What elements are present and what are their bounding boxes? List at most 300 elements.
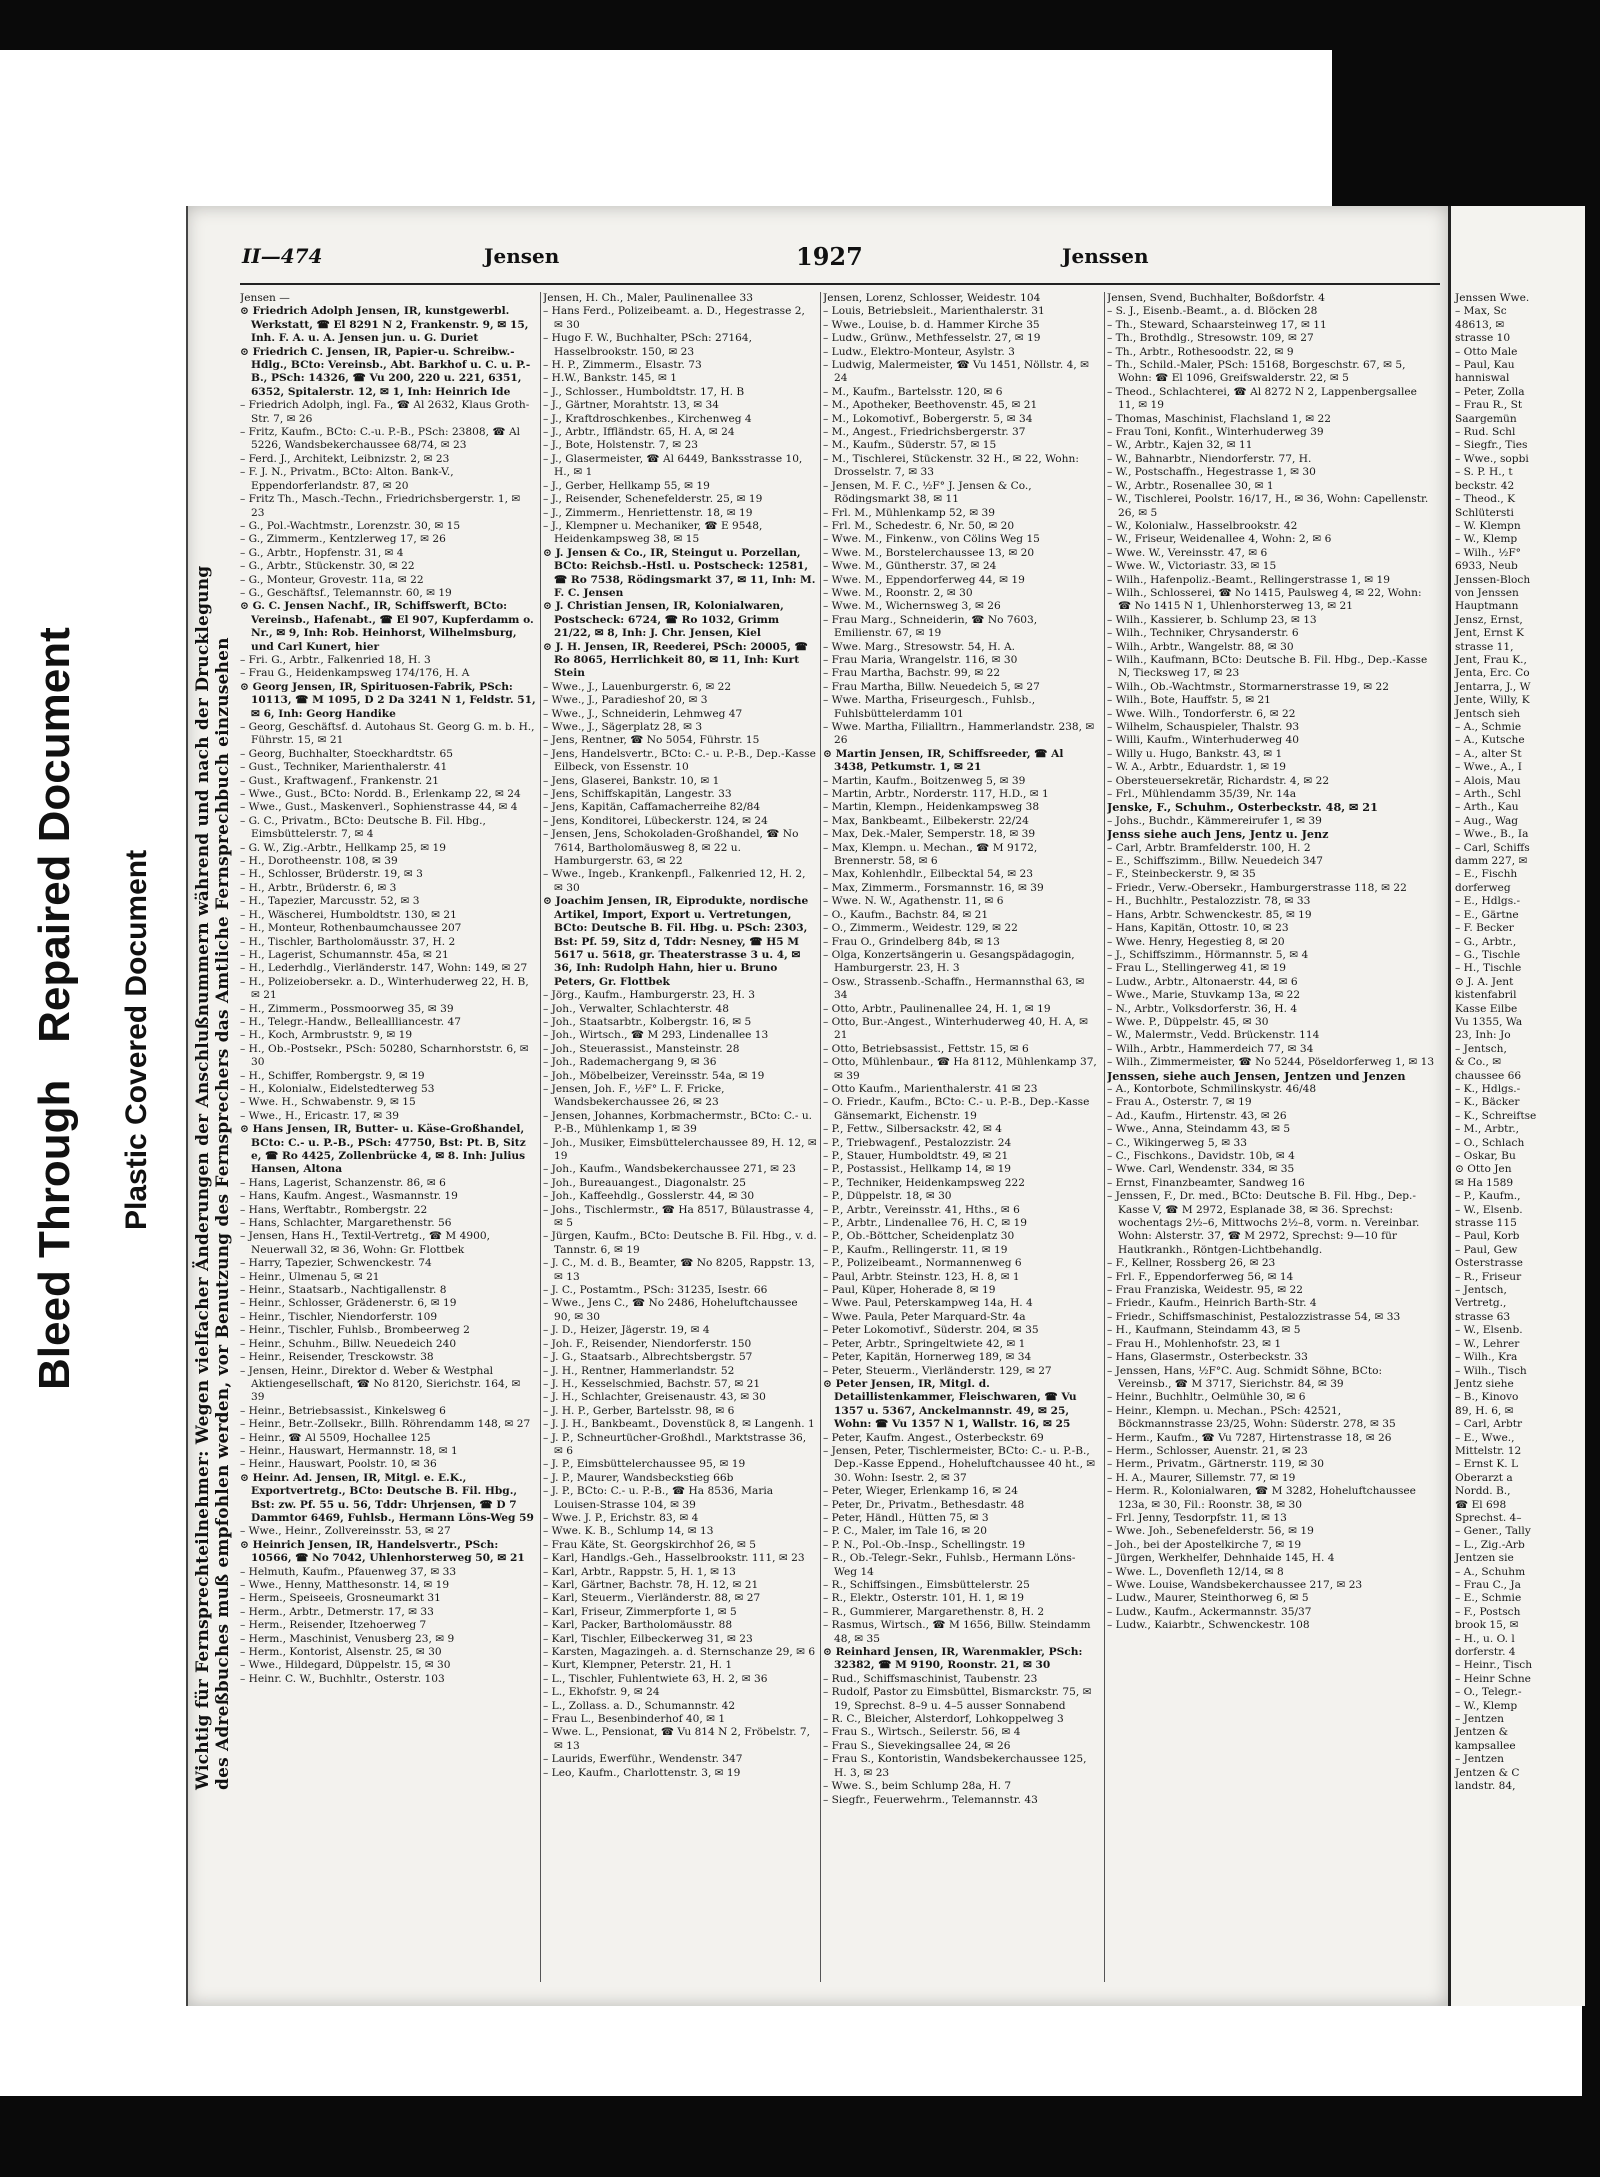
fragment-line: beckstr. 42: [1455, 479, 1515, 492]
directory-entry: – W., Friseur, Weidenallee 4, Wohn: 2, ✉ 6: [1107, 533, 1332, 546]
directory-entry: – Ludwig, Malermeister, ☎ Vu 1451, Nöllstr. 4, ✉ 24: [823, 359, 1089, 385]
directory-entry: – Frau S., Kontoristin, Wandsbekerchaussee 125, H. 3, ✉ 23: [823, 1753, 1087, 1779]
directory-entry: – Carl, Arbtr. Bramfelderstr. 100, H. 2: [1107, 841, 1311, 854]
fragment-line: – W. Klempn: [1455, 519, 1521, 532]
fragment-line: strasse 11,: [1455, 640, 1514, 653]
directory-entry: – Wwe., Hildegard, Düppelstr. 15, ✉ 30: [240, 1659, 451, 1672]
directory-entry: – Wwe. Marg., Stresowstr. 54, H. A.: [823, 640, 1016, 653]
directory-entry: – Jens, Schiffskapitän, Langestr. 33: [543, 788, 732, 801]
fragment-line: – Arth., Schl: [1455, 788, 1521, 801]
fragment-line: – W., Elsenb.: [1455, 1324, 1523, 1337]
directory-entry: – H.W., Bankstr. 145, ✉ 1: [543, 372, 678, 385]
header-rule: [240, 283, 1440, 285]
directory-entry: – Jörg., Kaufm., Hamburgerstr. 23, H. 3: [543, 989, 755, 1002]
directory-entry: – Joh., Kaufm., Wandsbekerchaussee 271, ✉ 23: [543, 1163, 796, 1176]
directory-entry: – Herm., Reisender, Itzehoerweg 7: [240, 1619, 427, 1632]
fragment-line: – Carl, Arbtr: [1455, 1418, 1523, 1431]
directory-entry: – H., Kolonialw., Eidelstedterweg 53: [240, 1082, 435, 1095]
directory-entry: – Wwe. L., Dovenfleth 12/14, ✉ 8: [1107, 1565, 1284, 1578]
directory-entry: – Peter, Händl., Hütten 75, ✉ 3: [823, 1511, 989, 1524]
directory-entry: – Friedr., Verw.-Obersekr., Hamburgerstrasse 118, ✉ 22: [1107, 881, 1407, 894]
fragment-line: – Paul, Korb: [1455, 1230, 1520, 1243]
directory-entry: ⊙ Friedrich Adolph Jensen, IR, kunstgewerbl. Werkstatt, ☎ El 8291 N 2, Frankenstr. 9, ✉ 15, Inh. F. A. u. A. Jensen jun. u. G. Duriet: [240, 305, 529, 345]
directory-entry: – Fritz, Kaufm., BCto: C.-u. P.-B., PSch: 23808, ☎ Al 5226, Wandsbekerchaussee 68/74, ✉ 23: [240, 426, 520, 452]
directory-entry: – J. C., M. d. B., Beamter, ☎ No 8205, Rappstr. 13, ✉ 13: [543, 1257, 815, 1283]
fragment-line: – E., Hdlgs.-: [1455, 895, 1521, 908]
directory-entry: – Hans, Schlachter, Margarethenstr. 56: [240, 1217, 452, 1230]
directory-entry: – Th., Schild.-Maler, PSch: 15168, Borgeschstr. 67, ✉ 5, Wohn: ☎ El 1096, Greifswalderstr. 22, ✉ 5: [1107, 359, 1406, 385]
directory-entry: Jensen, Svend, Buchhalter, Boßdorfstr. 4: [1107, 292, 1325, 304]
directory-entry: – H. A., Maurer, Sillemstr. 77, ✉ 19: [1107, 1471, 1296, 1484]
directory-entry: – G. C., Privatm., BCto: Deutsche B. Fil. Hbg., Eimsbüttelerstr. 7, ✉ 4: [240, 814, 486, 841]
directory-entry: – W., Kolonialw., Hasselbrookstr. 42: [1107, 519, 1298, 532]
fragment-line: Jentz siehe: [1455, 1377, 1514, 1390]
fragment-line: – Jentzen: [1455, 1753, 1504, 1766]
fragment-line: Mittelstr. 12: [1455, 1444, 1522, 1457]
fragment-line: – Wwe., sopbi: [1455, 452, 1529, 465]
directory-entry: – Wilh., Zimmermeister, ☎ No 5244, Pöseldorferweg 1, ✉ 13: [1107, 1056, 1435, 1069]
directory-entry: – H. P., Zimmerm., Elsastr. 73: [543, 359, 702, 372]
directory-entry: – Georg, Geschäftsf. d. Autohaus St. Georg G. m. b. H., Führstr. 15, ✉ 21: [240, 721, 535, 747]
directory-entry: – Frau Toni, Konfit., Winterhuderweg 39: [1107, 426, 1324, 439]
directory-entry: – J., Glasermeister, ☎ Al 6449, Banksstrasse 10, H., ✉ 1: [543, 452, 803, 479]
directory-entry: – J. P., Eimsbüttelerchaussee 95, ✉ 19: [543, 1458, 746, 1471]
fragment-line: Jentsch sieh: [1455, 707, 1521, 720]
fragment-line: – L., Zig.-Arb: [1455, 1538, 1525, 1551]
header-year: 1927: [796, 242, 863, 271]
directory-entry: – Jens, Rentner, ☎ No 5054, Führstr. 15: [543, 734, 760, 747]
page-edge: [186, 206, 188, 2006]
directory-entry: – Joh. F., Reisender, Niendorferstr. 150: [543, 1337, 752, 1350]
directory-entry: – M., Angest., Friedrichsbergerstr. 37: [823, 426, 1026, 439]
directory-entry: – J. G., Staatsarb., Albrechtsbergstr. 57: [543, 1351, 753, 1364]
directory-entry: – Wwe. M., Eppendorferweg 44, ✉ 19: [823, 573, 1025, 586]
fragment-line: – H., u. O. l: [1455, 1632, 1515, 1645]
fragment-line: Vertretg.,: [1455, 1297, 1507, 1310]
directory-entry: – Herm., Privatm., Gärtnerstr. 119, ✉ 30: [1107, 1458, 1324, 1471]
directory-entry: – Ludw., Kaufm., Ackermannstr. 35/37: [1107, 1605, 1312, 1618]
directory-entry: – Max, Klempn. u. Mechan., ☎ M 9172, Brennerstr. 58, ✉ 6: [823, 841, 1038, 868]
column-divider: [820, 292, 821, 1982]
directory-entry: – S. J., Eisenb.-Beamt., a. d. Blöcken 28: [1107, 305, 1318, 318]
directory-entry: – Heinr. C. W., Buchhltr., Osterstr. 103: [240, 1672, 445, 1685]
directory-entry: – Fritz Th., Masch.-Techn., Friedrichsbergerstr. 1, ✉ 23: [240, 493, 521, 519]
directory-entry: – H., Dorotheenstr. 108, ✉ 39: [240, 855, 398, 868]
directory-entry: – Wilh., Kaufmann, BCto: Deutsche B. Fil. Hbg., Dep.-Kasse N, Tiecksweg 17, ✉ 23: [1107, 653, 1428, 680]
directory-entry: ⊙ J. H. Jensen, IR, Reederei, PSch: 20005, ☎ Ro 8065, Herrlichkeit 80, ✉ 11, Inh: Kurt Stein: [543, 640, 808, 680]
directory-entry: – J., Bote, Holstenstr. 7, ✉ 23: [543, 439, 698, 452]
directory-entry: – M., Lokomotivf., Bobergerstr. 5, ✉ 34: [823, 412, 1033, 425]
fragment-line: – Rud. Schl: [1455, 426, 1516, 439]
directory-entry: – G., Arbtr., Stückenstr. 30, ✉ 22: [240, 560, 415, 573]
directory-entry: – G., Geschäftsf., Telemannstr. 60, ✉ 19: [240, 586, 452, 599]
directory-entry: – Wwe. Martha, Friseurgesch., Fuhlsb., Fuhlsbüttelerdamm 101: [823, 694, 1036, 720]
directory-entry: – Rud., Schiffsmaschinist, Taubenstr. 23: [823, 1672, 1038, 1685]
directory-entry: – P., Polizeibeamt., Normannenweg 6: [823, 1257, 1022, 1270]
directory-entry: – Wilh., Kassierer, b. Schlump 23, ✉ 13: [1107, 613, 1317, 626]
directory-entry: – Frau L., Besenbinderhof 40, ✉ 1: [543, 1713, 726, 1726]
directory-entry: – Johs., Buchdr., Kämmereirufer 1, ✉ 39: [1107, 814, 1322, 827]
fragment-line: – Jentzen: [1455, 1713, 1504, 1726]
directory-entry: – H., Schiffer, Rombergstr. 9, ✉ 19: [240, 1069, 425, 1082]
directory-entry: – Joh., Steuerassist., Mansteinstr. 28: [543, 1042, 740, 1055]
directory-entry: – W., Arbtr., Rosenallee 30, ✉ 1: [1107, 479, 1274, 492]
directory-entry: – Willi, Kaufm., Winterhuderweg 40: [1107, 734, 1300, 747]
directory-entry: – Rudolf, Pastor zu Eimsbüttel, Bismarckstr. 75, ✉ 19, Sprechst. 8–9 u. 4–5 ausser Sonnabend: [823, 1686, 1092, 1712]
directory-entry: – F., Steinbeckerstr. 9, ✉ 35: [1107, 868, 1256, 881]
fragment-line: Saargemün: [1455, 412, 1517, 425]
fragment-line: – Ernst K. L: [1455, 1458, 1519, 1471]
directory-entry: – Gust., Techniker, Marienthalerstr. 41: [240, 761, 448, 774]
fragment-line: Jenta, Erc. Co: [1455, 667, 1530, 680]
directory-entry: – J. H., Rentner, Hammerlandstr. 52: [543, 1364, 735, 1377]
directory-entry: – Jens, Handelsvertr., BCto: C.- u. P.-B., Dep.-Kasse Eilbeck, von Essenstr. 10: [543, 747, 816, 774]
directory-entry: – O., Zimmerm., Weidestr. 129, ✉ 22: [823, 922, 1018, 935]
directory-entry: – Leo, Kaufm., Charlottenstr. 3, ✉ 19: [543, 1766, 741, 1779]
directory-entry: – Th., Steward, Schaarsteinweg 17, ✉ 11: [1107, 318, 1327, 331]
directory-entry: – Joh., Staatsarbtr., Kolbergstr. 16, ✉ 5: [543, 1015, 752, 1028]
directory-entry: ⊙ Reinhard Jensen, IR, Warenmakler, PSch: 32382, ☎ M 9190, Roonstr. 21, ✉ 30: [823, 1646, 1083, 1672]
directory-entry: – J. P., Schneurtücher-Großhdl., Marktstrasse 36, ✉ 6: [543, 1431, 807, 1457]
directory-entry: – J. H., Schlachter, Greisenaustr. 43, ✉ 30: [543, 1391, 766, 1404]
directory-entry: – Ferd. J., Architekt, Leibnizstr. 2, ✉ 23: [240, 452, 450, 465]
directory-entry: – Wwe. P., Düppelstr. 45, ✉ 30: [1107, 1015, 1269, 1028]
directory-entry: – Martin, Kaufm., Boitzenweg 5, ✉ 39: [823, 774, 1026, 787]
directory-entry: – H., Buchhltr., Pestalozzistr. 78, ✉ 33: [1107, 895, 1311, 908]
directory-entry: – Peter, Steuerm., Vierländerstr. 129, ✉ 27: [823, 1364, 1052, 1377]
fragment-spacer: [1451, 206, 1585, 292]
fragment-line: – O., Schlach: [1455, 1136, 1525, 1149]
fragment-line: – Wilh., Kra: [1455, 1351, 1518, 1364]
directory-entry: – Frau Martha, Billw. Neuedeich 5, ✉ 27: [823, 680, 1040, 693]
fragment-line: – Carl, Schiffs: [1455, 841, 1530, 854]
directory-entry: ⊙ Heinr. Ad. Jensen, IR, Mitgl. e. E.K., Exportvertretg., BCto: Deutsche B. Fil. Hbg., Bst: zw. Pf. 55 u. 56, Tddr: Uhrjensen, ☎ D 7 Dammtor 6469, Fuhlsb., Hermann Löns-Weg 59: [240, 1471, 534, 1524]
directory-entry: – J., Arbtr., Iffländstr. 65, H. A, ✉ 24: [543, 426, 735, 439]
directory-entry: – Herm., Arbtr., Detmerstr. 17, ✉ 33: [240, 1605, 434, 1618]
directory-entry: – Ad., Kaufm., Hirtenstr. 43, ✉ 26: [1107, 1109, 1287, 1122]
directory-entry: – P., Arbtr., Vereinsstr. 41, Hths., ✉ 6: [823, 1203, 1020, 1216]
directory-entry: – Karl, Friseur, Zimmerpforte 1, ✉ 5: [543, 1605, 737, 1618]
fragment-line: Kasse Eilbe: [1455, 1002, 1518, 1015]
directory-entry: – Herm., Kaufm., ☎ Vu 7287, Hirtenstrasse 18, ✉ 26: [1107, 1431, 1392, 1444]
directory-entry: – Wwe., J., Lauenburgerstr. 6, ✉ 22: [543, 680, 732, 693]
directory-entry: – J., Schlosser., Humboldtstr. 17, H. B: [543, 385, 745, 398]
directory-entry: – R., Gummierer, Margarethenstr. 8, H. 2: [823, 1605, 1045, 1618]
directory-entry: – Willy u. Hugo, Bankstr. 43, ✉ 1: [1107, 747, 1283, 760]
directory-entry: – Peter, Kapitän, Hornerweg 189, ✉ 34: [823, 1351, 1032, 1364]
directory-entry: – Jensen, Peter, Tischlermeister, BCto: C.- u. P.-B., Dep.-Kasse Eppend., Hoheluftchaussee 40 ht., ✉ 30. Wohn: Isestr. 2, ✉ 37: [823, 1444, 1096, 1484]
directory-entry: – Ludw., Kaiarbtr., Schwenckestr. 108: [1107, 1619, 1310, 1632]
directory-entry: – Otto, Bur.-Angest., Winterhuderweg 40, H. A, ✉ 21: [823, 1015, 1088, 1042]
directory-entry: – P., Ob.-Böttcher, Scheidenplatz 30: [823, 1230, 1015, 1243]
directory-entry: – C., Wikingerweg 5, ✉ 33: [1107, 1136, 1248, 1149]
directory-entry: – Heinr., Staatsarb., Nachtigallenstr. 8: [240, 1284, 447, 1297]
fragment-line: – Peter, Zolla: [1455, 385, 1525, 398]
directory-entry: – Joh., Verwalter, Schlachterstr. 48: [543, 1002, 730, 1015]
directory-entry: – Peter, Wieger, Erlenkamp 16, ✉ 24: [823, 1485, 1018, 1498]
fragment-line: – F., Postsch: [1455, 1605, 1521, 1618]
directory-entry: Jenss siehe auch Jens, Jentz u. Jenz: [1107, 827, 1329, 842]
directory-entry: ⊙ Friedrich C. Jensen, IR, Papier-u. Schreibw.-Hdlg., BCto: Vereinsb., Abt. Barkhof u. C. u. P.-B., PSch: 14326, ☎ Vu 200, 220 u. 221, 6351, 6352, Spitalerstr. 12, ✉ 1, Inh: Heinrich Ide: [240, 345, 531, 398]
directory-entry: Jenske, F., Schuhm., Osterbeckstr. 48, ✉ 21: [1107, 800, 1378, 815]
fragment-line: – A., Schuhm: [1455, 1565, 1526, 1578]
directory-entry: – Wwe. N. W., Agathenstr. 11, ✉ 6: [823, 895, 1004, 908]
fragment-line: hanniswal: [1455, 372, 1510, 385]
directory-entry: – Otto, Mühlenbaur., ☎ Ha 8112, Mühlenkamp 37, ✉ 39: [823, 1056, 1097, 1082]
directory-entry: – Wilh., Bote, Hauffstr. 5, ✉ 21: [1107, 694, 1271, 707]
directory-entry: – Ludw., Grünw., Methfesselstr. 27, ✉ 19: [823, 332, 1041, 345]
directory-entry: – L., Tischler, Fuhlentwiete 63, H. 2, ✉ 36: [543, 1672, 768, 1685]
directory-entry: – M., Kaufm., Bartelsstr. 120, ✉ 6: [823, 385, 1003, 398]
fragment-line: Jent, Frau K.,: [1455, 653, 1527, 666]
label-bleed: Bleed Through: [30, 1079, 79, 1390]
fragment-line: landstr. 84,: [1455, 1780, 1516, 1793]
directory-entry: – Frau Maria, Wrangelstr. 116, ✉ 30: [823, 653, 1018, 666]
directory-entry: – H., Polizeiobersekr. a. D., Winterhuderweg 22, H. B, ✉ 21: [240, 975, 529, 1002]
fragment-line: Jentarra, J., W: [1455, 680, 1531, 693]
directory-entry: – Friedr., Schiffsmaschinist, Pestalozzistrasse 54, ✉ 33: [1107, 1310, 1401, 1323]
directory-entry: – R., Schiffsingen., Eimsbüttelerstr. 25: [823, 1579, 1030, 1591]
directory-entry: – Martin, Klempn., Heidenkampsweg 38: [823, 801, 1040, 814]
fragment-line: – H., Tischle: [1455, 962, 1522, 975]
directory-entry: – Wwe. Martha, Filialltrn., Hammerlandstr. 238, ✉ 26: [823, 721, 1095, 747]
directory-entry: Jenssen, siehe auch Jensen, Jentzen und Jenzen: [1107, 1068, 1406, 1083]
directory-entry: – J., Schiffszimm., Hörmannstr. 5, ✉ 4: [1107, 948, 1309, 961]
directory-entry: – Max, Dek.-Maler, Semperstr. 18, ✉ 39: [823, 828, 1036, 841]
label-bleed-through: [30, 627, 80, 1390]
fragment-line: – Frau R., St: [1455, 399, 1523, 412]
fragment-line: – K., Schreiftse: [1455, 1109, 1537, 1122]
directory-entry: – Max, Bankbeamt., Eilbekerstr. 22/24: [823, 814, 1029, 827]
directory-entry: – Wwe. M., Güntherstr. 37, ✉ 24: [823, 560, 997, 573]
directory-entry: – P., Postassist., Hellkamp 14, ✉ 19: [823, 1163, 1012, 1176]
fragment-line: – Arth., Kau: [1455, 801, 1519, 814]
fragment-line: 23, Inh: Jo: [1455, 1029, 1511, 1042]
directory-entry: – Theod., Schlachterei, ☎ Al 8272 N 2, Lappenbergsallee 11, ✉ 19: [1107, 385, 1417, 412]
directory-entry: – Frau Käte, St. Georgskirchhof 26, ✉ 5: [543, 1538, 757, 1551]
fragment-line: damm 227, ✉: [1455, 855, 1528, 868]
fragment-line: – G., Tischle: [1455, 948, 1521, 961]
fragment-line: strasse 115: [1455, 1217, 1517, 1230]
directory-entry: – Max, Zimmerm., Forsmannstr. 16, ✉ 39: [823, 881, 1044, 894]
directory-entry: – Wwe. W., Vereinsstr. 47, ✉ 6: [1107, 546, 1268, 559]
directory-entry: – Heinr., Tischler, Fuhlsb., Brombeerweg 2: [240, 1324, 470, 1337]
directory-entry: – P. C., Maler, im Tale 16, ✉ 20: [823, 1525, 987, 1538]
directory-entry: – Wilh., Ob.-Wachtmstr., Stormarnerstrasse 19, ✉ 22: [1107, 680, 1389, 693]
directory-entry: – W., Postschaffn., Hegestrasse 1, ✉ 30: [1107, 466, 1316, 479]
column-2: [543, 292, 817, 1992]
directory-entry: – Jenssen, F., Dr. med., BCto: Deutsche B. Fil. Hbg., Dep.-Kasse V, ☎ M 2972, Esplanade 38, ✉ 36. Sprechst: wochentags 2½–6, Mittwochs 2½–8, vorm. n. Vereinbar. Wohn: Alsterstr. 37, ☎ M 2972, Sprechst: 9—10 für Hautkrankh., Röntgen-Lichtbehandlg.: [1107, 1190, 1420, 1256]
directory-entry: – P., Arbtr., Lindenallee 76, H. C, ✉ 19: [823, 1217, 1027, 1230]
directory-entry: – R. C., Bleicher, Alsterdorf, Lohkoppelweg 3: [823, 1713, 1064, 1726]
fragment-line: – Wwe., A., I: [1455, 761, 1522, 774]
directory-entry: – M., Tischlerei, Stückenstr. 32 H., ✉ 22, Wohn: Drosselstr. 7, ✉ 33: [823, 452, 1079, 479]
fragment-line: 89, H. 6, ✉: [1455, 1404, 1514, 1417]
directory-entry: – Jens, Kapitän, Caffamacherreihe 82/84: [543, 801, 761, 814]
directory-entry: – Wwe. Joh., Sebenefelderstr. 56, ✉ 19: [1107, 1525, 1314, 1538]
directory-entry: – J. P., BCto: C.- u. P.-B., ☎ Ha 8536, Maria Louisen-Strasse 104, ✉ 39: [543, 1485, 774, 1511]
directory-entry: – Wwe., Gust., Maskenverl., Sophienstrasse 44, ✉ 4: [240, 801, 518, 814]
directory-entry: – Heinr., Buchhltr., Oelmühle 30, ✉ 6: [1107, 1391, 1306, 1404]
directory-entry: – Martin, Arbtr., Norderstr. 117, H.D., ✉ 1: [823, 788, 1049, 801]
directory-entry: – Rasmus, Wirtsch., ☎ M 1656, Billw. Steindamm 48, ✉ 35: [823, 1619, 1091, 1645]
directory-entry: – Herm., Speiseeis, Grosneumarkt 31: [240, 1592, 441, 1605]
directory-entry: Jensen, Lorenz, Schlosser, Weidestr. 104: [823, 292, 1041, 304]
directory-entry: – Heinr., Hauswart, Poolstr. 10, ✉ 36: [240, 1458, 437, 1471]
fragment-line: – Paul, Kau: [1455, 359, 1515, 372]
fragment-line: – E., Gärtne: [1455, 908, 1519, 921]
fragment-line: Vu 1355, Wa: [1455, 1015, 1523, 1028]
directory-entry: – Otto, Arbtr., Paulinenallee 24, H. 1, ✉ 19: [823, 1002, 1051, 1015]
header-right-name: Jenssen: [1062, 244, 1149, 268]
directory-entry: – Jensen, Joh. F., ½F° L. F. Fricke, Wandsbekerchaussee 26, ✉ 23: [543, 1082, 725, 1109]
directory-entry: – Frau L., Stellingerweg 41, ✉ 19: [1107, 962, 1287, 975]
fragment-line: Jentzen &: [1455, 1726, 1509, 1739]
directory-entry: ⊙ Heinrich Jensen, IR, Handelsvertr., PSch: 10566, ☎ No 7042, Uhlenhorsterweg 50, ✉ 21: [240, 1538, 525, 1565]
directory-entry: – Karl, Handlgs.-Geh., Hasselbrookstr. 111, ✉ 23: [543, 1552, 805, 1565]
directory-entry: – Wwe. M., Wichernsweg 3, ✉ 26: [823, 600, 1001, 613]
directory-entry: – Herm., Schlosser, Auenstr. 21, ✉ 23: [1107, 1444, 1308, 1457]
directory-entry: – Peter, Kaufm. Angest., Osterbeckstr. 69: [823, 1431, 1044, 1444]
notice-line-2: des Adreßbuches muß empfohlen werden, vor Benutzung des Fernsprechers das Amtliche Fernsprechbuch einzusehen: [213, 637, 233, 1790]
directory-entry: – Siegfr., Feuerwehrm., Telemannstr. 43: [823, 1793, 1038, 1806]
directory-entry: – Wwe. L., Pensionat, ☎ Vu 814 N 2, Fröbelstr. 7, ✉ 13: [543, 1726, 810, 1752]
directory-entry: – Ludw., Elektro-Monteur, Asylstr. 3: [823, 345, 1015, 358]
directory-entry: – Joh., Wirtsch., ☎ M 293, Lindenallee 13: [543, 1029, 769, 1042]
directory-entry: – Hans, Werftabtr., Rombergstr. 22: [240, 1203, 428, 1216]
fragment-line: – Paul, Gew: [1455, 1243, 1518, 1256]
fragment-line: – E., Wwe.,: [1455, 1431, 1515, 1444]
directory-entry: – W., Malermstr., Vedd. Brückenstr. 114: [1107, 1029, 1320, 1042]
directory-entry: – Ernst, Finanzbeamter, Sandweg 16: [1107, 1176, 1305, 1189]
directory-entry: – Heinr., Hauswart, Hermannstr. 18, ✉ 1: [240, 1444, 458, 1457]
directory-entry: – Th., Arbtr., Rothesoodstr. 22, ✉ 9: [1107, 345, 1294, 358]
directory-entry: – Jensen, Hans H., Textil-Vertretg., ☎ M 4900, Neuerwall 32, ✉ 36, Wohn: Gr. Flottbek: [240, 1230, 490, 1256]
fragment-line: – A., alter St: [1455, 747, 1522, 760]
directory-entry: – N., Arbtr., Volksdorferstr. 36, H. 4: [1107, 1002, 1298, 1015]
directory-entry: – Fri. G., Arbtr., Falkenried 18, H. 3: [240, 653, 431, 666]
directory-entry: – Georg, Buchhalter, Stoeckhardtstr. 65: [240, 747, 453, 760]
fragment-line: – Theod., K: [1455, 493, 1515, 506]
directory-entry: – Kurt, Klempner, Peterstr. 21, H. 1: [543, 1659, 733, 1672]
column-3: [823, 292, 1097, 1992]
fragment-line: 6933, Neub: [1455, 560, 1518, 573]
directory-entry: Jensen, H. Ch., Maler, Paulinenallee 33: [543, 292, 754, 304]
directory-entry: – Wwe., J., Sägerplatz 28, ✉ 3: [543, 721, 703, 733]
directory-entry: – Herm., Maschinist, Venusberg 23, ✉ 9: [240, 1632, 455, 1645]
directory-entry: – H., Lederhdlg., Vierländerstr. 147, Wohn: 149, ✉ 27: [240, 962, 528, 975]
directory-entry: – E., Schiffszimm., Billw. Neuedeich 347: [1107, 855, 1323, 868]
notice-line-1: Wichtig für Fernsprechteilnehmer: Wegen vielfacher Änderungen der Anschlußnummern während und nach der Drucklegung: [193, 565, 213, 1790]
label-plastic-covered: Plastic Covered Document: [120, 849, 153, 1230]
directory-entry: Jensen —: [240, 292, 290, 304]
directory-entry: – J., Gerber, Hellkamp 55, ✉ 19: [543, 479, 710, 492]
fragment-line: ☎ El 698: [1455, 1498, 1507, 1511]
directory-entry: – Louis, Betriebsleit., Marienthalerstr. 31: [823, 305, 1045, 318]
directory-entry: ⊙ Martin Jensen, IR, Schiffsreeder, ☎ Al 3438, Petkumstr. 1, ✉ 21: [823, 747, 1064, 774]
fragment-line: Nordd. B.,: [1455, 1485, 1511, 1498]
fragment-line: & Co., ✉: [1455, 1056, 1502, 1069]
fragment-line: Jentzen & C: [1455, 1766, 1520, 1779]
directory-entry: – Heinr., Schuhm., Billw. Neuedeich 240: [240, 1337, 457, 1350]
directory-entry: – Heinr., Ulmenau 5, ✉ 21: [240, 1270, 380, 1283]
directory-entry: – J. P., Maurer, Wandsbeckstieg 66b: [543, 1471, 734, 1484]
directory-entry: – W., Arbtr., Kajen 32, ✉ 11: [1107, 439, 1253, 452]
directory-entry: – Hans, Lagerist, Schanzenstr. 86, ✉ 6: [240, 1176, 446, 1189]
fragment-line: Schlütersti: [1455, 506, 1514, 519]
directory-entry: – Paul, Küper, Hoherade 8, ✉ 19: [823, 1284, 996, 1297]
directory-entry: – Joh., Bureauangest., Diagonalstr. 25: [543, 1176, 746, 1189]
directory-entry: – Jensen, Johannes, Korbmachermstr., BCto: C.- u. P.-B., Mühlenkamp 1, ✉ 39: [543, 1109, 813, 1136]
directory-entry: – Herm. R., Kolonialwaren, ☎ M 3282, Hoheluftchaussee 123a, ✉ 30, Fil.: Roonstr. 38, ✉ 30: [1107, 1485, 1416, 1511]
directory-entry: – Frau A., Osterstr. 7, ✉ 19: [1107, 1096, 1252, 1109]
directory-entry: – Jürgen, Werkhelfer, Dehnhaide 145, H. 4: [1107, 1552, 1335, 1565]
directory-entry: – Wwe. K. B., Schlump 14, ✉ 13: [543, 1525, 714, 1538]
directory-entry: – H., Tischler, Bartholomäusstr. 37, H. 2: [240, 935, 456, 948]
directory-entry: – Jens, Glaserei, Bankstr. 10, ✉ 1: [543, 774, 720, 787]
fragment-line: ⊙ J. A. Jent: [1455, 975, 1514, 988]
fragment-line: – Max, Sc: [1455, 305, 1507, 318]
directory-entry: – Wwe., Gust., BCto: Nordd. B., Erlenkamp 22, ✉ 24: [240, 788, 521, 801]
directory-entry: – Obersteuersekretär, Richardstr. 4, ✉ 22: [1107, 774, 1330, 787]
fragment-line: Osterstrasse: [1455, 1257, 1523, 1270]
directory-entry: – Jenssen, Hans, ½F°C. Aug. Schmidt Söhne, BCto: Vereinsb., ☎ M 3717, Sierichstr. 84, ✉ 39: [1107, 1364, 1383, 1390]
directory-entry: – Wilh., Arbtr., Wangelstr. 88, ✉ 30: [1107, 640, 1294, 653]
column-divider: [540, 292, 541, 1982]
directory-entry: – Frau Martha, Bachstr. 99, ✉ 22: [823, 667, 1001, 680]
page-header: [240, 244, 1440, 274]
fragment-line: – Jentsch,: [1455, 1284, 1507, 1297]
directory-entry: – Wwe., H., Ericastr. 17, ✉ 39: [240, 1109, 400, 1122]
directory-entry: – Ludw., Maurer, Steinthorweg 6, ✉ 5: [1107, 1592, 1309, 1605]
fragment-line: – B., Kinovo: [1455, 1391, 1519, 1404]
directory-entry: – Frl., Mühlendamm 35/39, Nr. 14a: [1107, 788, 1297, 801]
directory-entry: – H., Kaufmann, Steindamm 43, ✉ 5: [1107, 1324, 1301, 1337]
fragment-line: – O., Telegr.-: [1455, 1686, 1522, 1699]
scan-border-bottom: [0, 2096, 1600, 2177]
fragment-line: – W., Klemp: [1455, 533, 1518, 546]
directory-entry: – Th., Brothdlg., Stresowstr. 109, ✉ 27: [1107, 332, 1314, 345]
directory-entry: – Paul, Arbtr. Steinstr. 123, H. 8, ✉ 1: [823, 1270, 1020, 1283]
directory-entry: – Herm., Kontorist, Alsenstr. 25, ✉ 30: [240, 1646, 442, 1659]
directory-entry: – Joh., Rademachergang 9, ✉ 36: [543, 1056, 717, 1069]
directory-entry: – Peter, Dr., Privatm., Bethesdastr. 48: [823, 1498, 1025, 1511]
fragment-line: – G., Arbtr.,: [1455, 935, 1517, 948]
directory-entry: – Friedrich Adolph, ingl. Fa., ☎ Al 2632, Klaus Groth-Str. 7, ✉ 26: [240, 399, 530, 425]
directory-entry: – Frau H., Mohlenhofstr. 23, ✉ 1: [1107, 1337, 1282, 1350]
directory-entry: – Wwe. Paul, Peterskampweg 14a, H. 4: [823, 1297, 1033, 1310]
fragment-line: kampsallee: [1455, 1739, 1516, 1752]
directory-entry: ⊙ J. Christian Jensen, IR, Kolonialwaren, Postscheck: 6724, ☎ Ro 1032, Grimm 21/22, ✉ 8, Inh: J. Chr. Jensen, Kiel: [543, 600, 784, 640]
fragment-line: Jentzen sie: [1455, 1552, 1514, 1565]
directory-entry: – H., Lagerist, Schumannstr. 45a, ✉ 21: [240, 948, 449, 961]
directory-entry: – H., Zimmerm., Possmoorweg 35, ✉ 39: [240, 1002, 454, 1015]
directory-entry: – Frau O., Grindelberg 84b, ✉ 13: [823, 935, 1000, 948]
header-left-name: Jensen: [484, 244, 560, 268]
directory-entry: – Jürgen, Kaufm., BCto: Deutsche B. Fil. Hbg., v. d. Tannstr. 6, ✉ 19: [543, 1230, 817, 1256]
directory-entry: – H., Koch, Armbruststr. 9, ✉ 19: [240, 1029, 413, 1042]
directory-entry: – Osw., Strassenb.-Schaffn., Hermannsthal 63, ✉ 34: [823, 975, 1085, 1002]
directory-entry: – P. N., Pol.-Ob.-Insp., Schellingstr. 19: [823, 1538, 1026, 1551]
directory-entry: – G., Monteur, Grovestr. 11a, ✉ 22: [240, 573, 424, 586]
directory-entry: – J. H. P., Gerber, Bartelsstr. 98, ✉ 6: [543, 1404, 735, 1417]
fragment-line: – F. Becker: [1455, 922, 1514, 935]
fragment-line: Oberarzt a: [1455, 1471, 1513, 1484]
directory-entry: – P., Düppelstr. 18, ✉ 30: [823, 1190, 952, 1203]
directory-entry: – Wwe. S., beim Schlump 28a, H. 7: [823, 1780, 1012, 1793]
directory-entry: – J., Kraftdroschkenbes., Kirchenweg 4: [543, 412, 752, 425]
directory-entry: – P., Triebwagenf., Pestalozzistr. 24: [823, 1136, 1012, 1149]
